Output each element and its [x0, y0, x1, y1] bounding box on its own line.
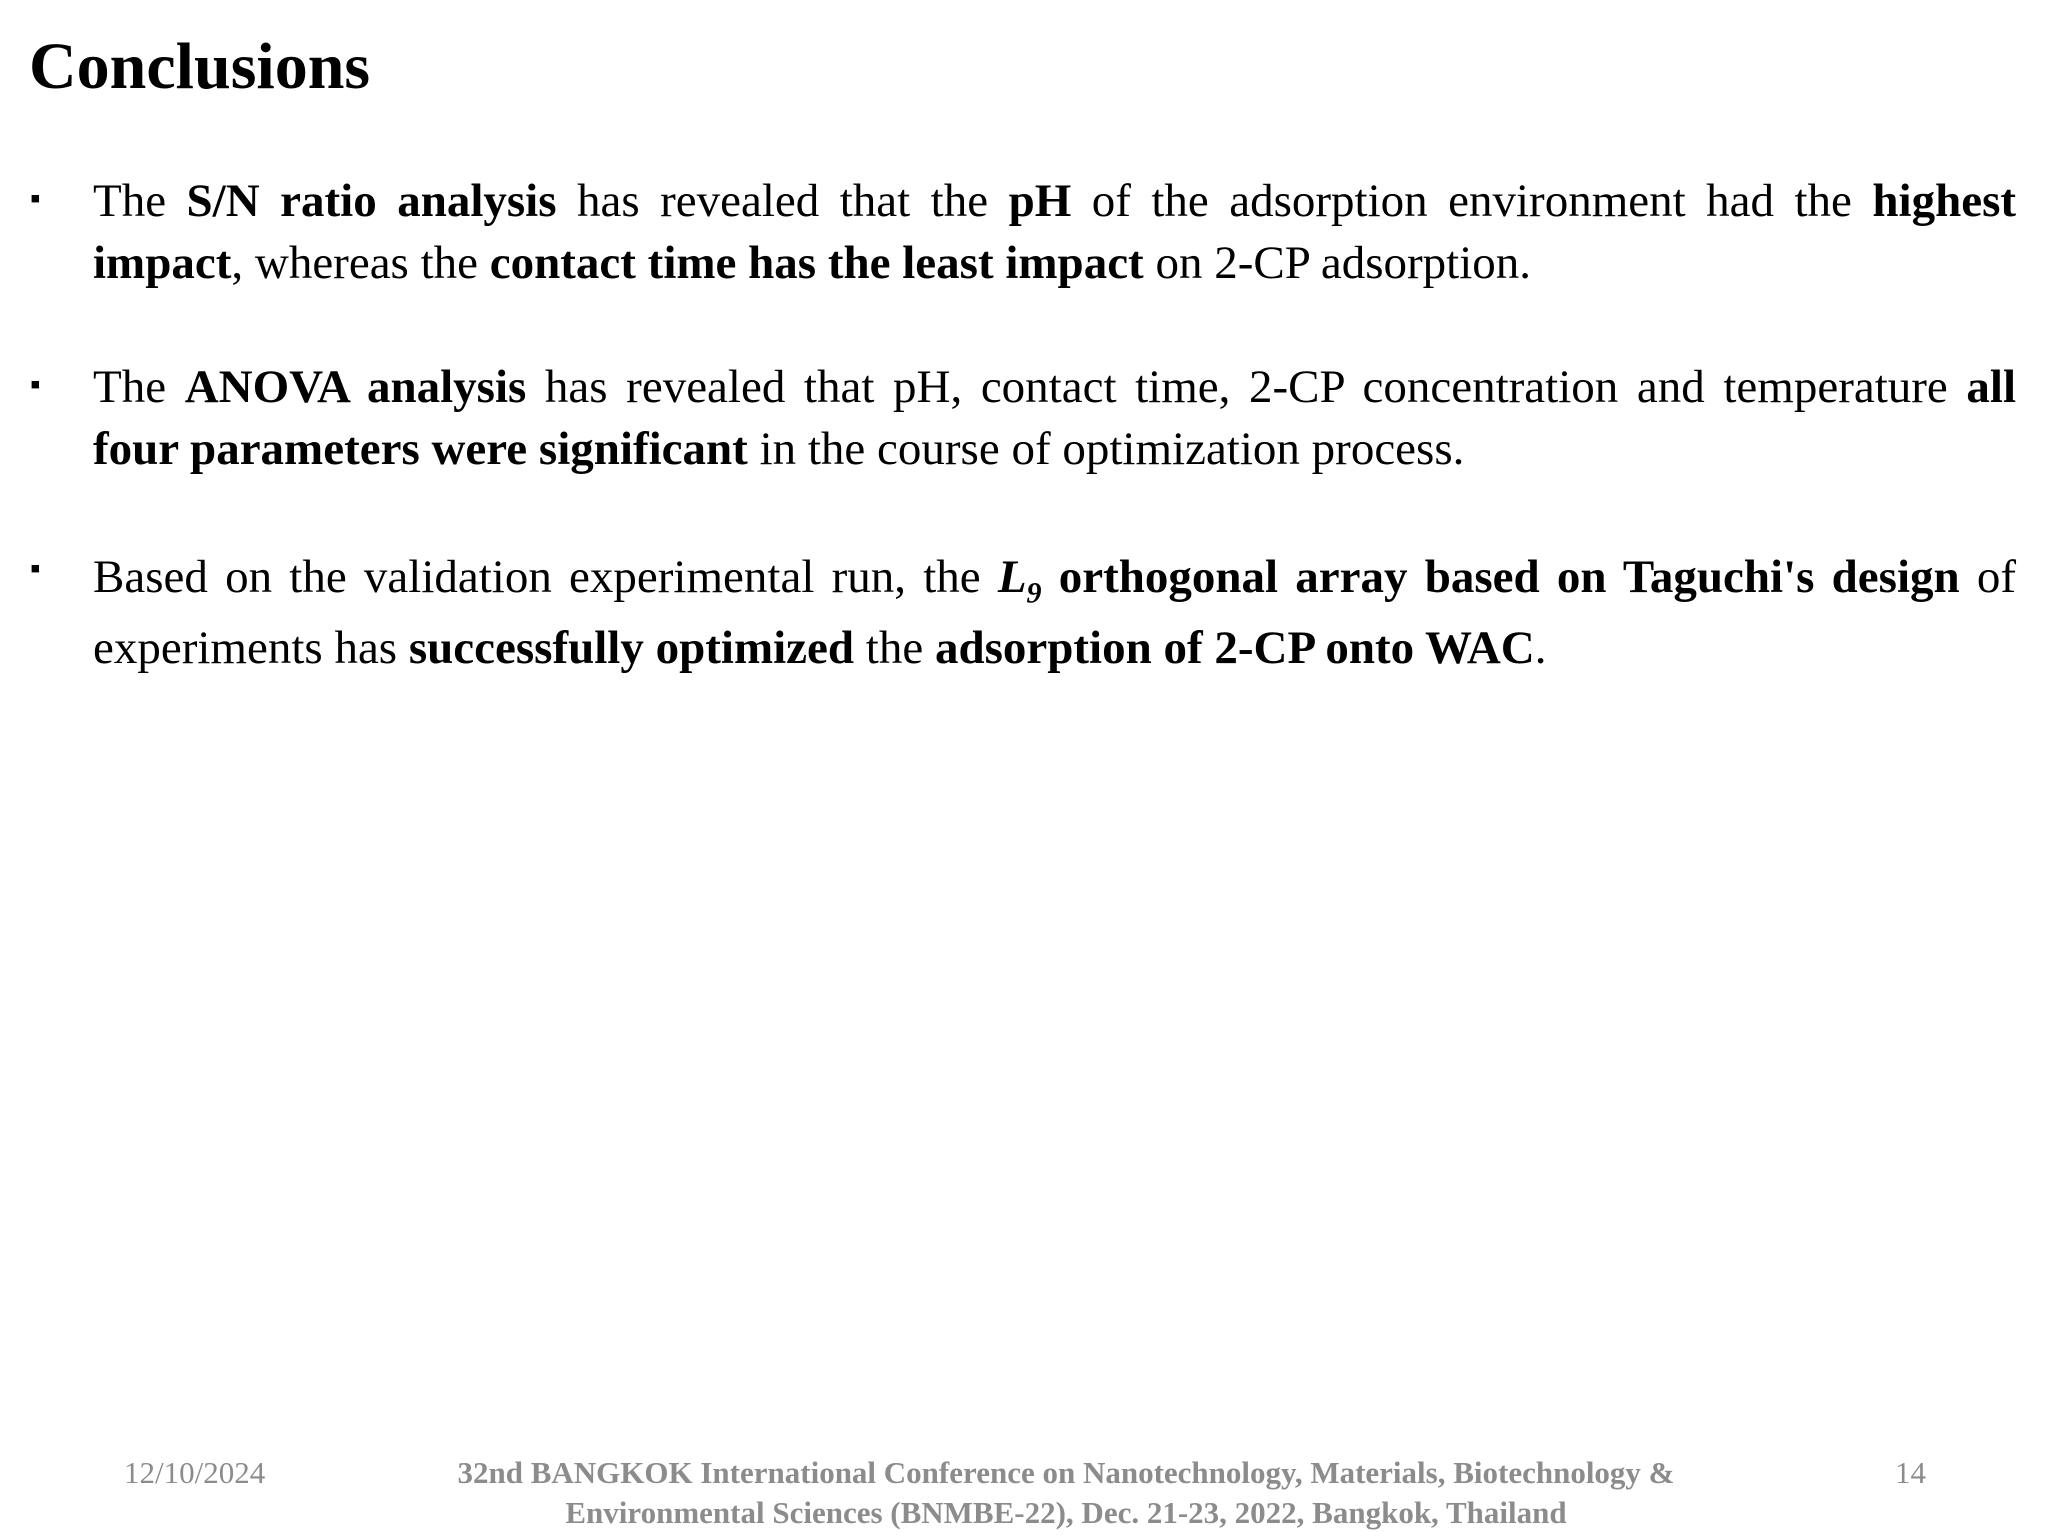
slide-footer: [0, 1453, 2048, 1536]
footer-conference-line: 32nd BANGKOK International Conference on Nanotechnology, Materials, Biotechnology &: [457, 1455, 1675, 1490]
page-number: 14: [1895, 1455, 1926, 1490]
bullet-text: the: [854, 622, 935, 674]
bullet-text: has revealed that pH, contact time, 2-CP concentration and temperature: [526, 361, 1967, 413]
slide-title: Conclusions: [29, 30, 371, 103]
footer-date: 12/10/2024: [124, 1455, 266, 1490]
bullet-text: Based on the validation experimental run, the: [93, 551, 998, 603]
bullet-text: The: [93, 361, 185, 413]
bullet-emphasis: pH: [1008, 175, 1072, 227]
bullet-text: has revealed that the: [556, 175, 1009, 227]
bullet-emphasis: highest impact: [93, 175, 2017, 289]
bullet-text: on 2-CP adsorption.: [1143, 237, 1532, 289]
bullet-text: .: [1534, 622, 1547, 674]
bullet-emphasis: ANOVA analysis: [184, 361, 527, 413]
square-bullet-icon: ▪: [30, 552, 41, 585]
bullet-emphasis: all four parameters were significant: [93, 361, 2017, 475]
footer-conference-line: Environmental Sciences (BNMBE-22), Dec. 21-23, 2022, Bangkok, Thailand: [565, 1495, 1567, 1530]
l-subscript: 9: [1026, 576, 1042, 610]
bullet-text: The: [93, 175, 187, 227]
square-bullet-icon: ▪: [30, 182, 41, 215]
bullet-text: of the adsorption environment had the: [1071, 175, 1873, 227]
bullet-item-anova: [30, 356, 2016, 480]
square-bullet-icon: ▪: [30, 368, 41, 401]
bullet-text: of experiments has: [93, 551, 2016, 674]
conclusions-list: [30, 170, 2016, 684]
footer-conference: [380, 1453, 1752, 1533]
bullet-emphasis: orthogonal array based on Taguchi's design: [1041, 551, 1960, 603]
l-symbol: L: [997, 551, 1027, 603]
bullet-emphasis: contact time has the least impact: [489, 237, 1144, 289]
bullet-item-taguchi: [30, 542, 2016, 684]
bullet-emphasis: successfully optimized: [408, 622, 855, 674]
bullet-text: in the course of optimization process.: [747, 423, 1465, 475]
bullet-emphasis: S/N ratio analysis: [186, 175, 557, 227]
bullet-item-sn-ratio: [30, 170, 2016, 294]
bullet-emphasis: adsorption of 2-CP onto WAC: [934, 622, 1535, 674]
bullet-text: , whereas the: [231, 237, 490, 289]
